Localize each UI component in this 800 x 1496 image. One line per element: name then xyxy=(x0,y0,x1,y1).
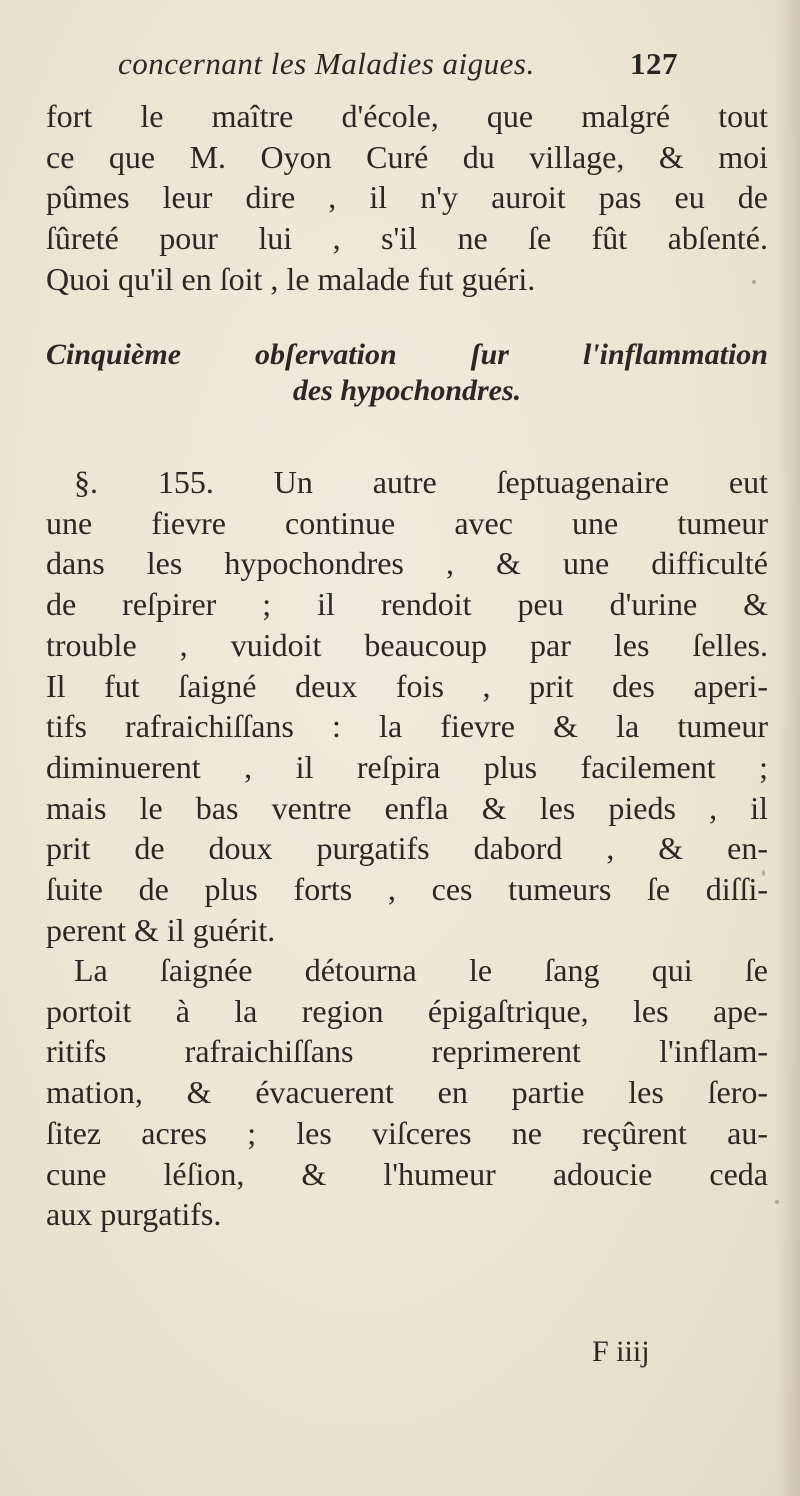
paper-speck xyxy=(762,870,765,876)
text-line: ce que M. Oyon Curé du village, & moi xyxy=(46,138,768,175)
text-line: Quoi qu'il en ſoit , le malade fut guéri. xyxy=(46,260,536,297)
paper-speck xyxy=(752,280,756,284)
text-line: §. 155. Un autre ſeptuagenaire eut xyxy=(74,464,768,500)
paper-speck xyxy=(775,1200,779,1204)
running-head xyxy=(118,46,678,90)
text-line: ritifs rafraichiſſans reprimerent l'inflam- xyxy=(46,1033,768,1070)
text-line: ſûreté pour lui , s'il ne ſe fût abſenté. xyxy=(46,220,768,257)
text-line: portoit à la region épigaſtrique, les ape- xyxy=(46,992,768,1029)
text-line: aux purgatifs. xyxy=(46,1196,222,1233)
section-heading-line-2: des hypochondres. xyxy=(292,374,522,407)
text-line: fort le maître d'école, que malgré tout xyxy=(46,98,768,134)
text-line: trouble , vuidoit beaucoup par les ſelles. xyxy=(46,626,768,663)
paragraph-commentary xyxy=(46,950,768,1235)
paragraph-observation-155 xyxy=(46,462,768,950)
signature-mark: F iiij xyxy=(592,1335,650,1368)
text-line: diminuerent , il reſpira plus facilement ; xyxy=(46,748,768,785)
page-number: 127 xyxy=(630,46,678,81)
text-line: ſitez acres ; les viſceres ne reçûrent au- xyxy=(46,1114,768,1151)
running-head-title: concernant les Maladies aigues. xyxy=(118,46,535,81)
text-line: perent & il guérit. xyxy=(46,911,276,948)
text-line: mation, & évacuerent en partie les ſero- xyxy=(46,1074,768,1111)
text-line: ſuite de plus forts , ces tumeurs ſe diſſi- xyxy=(46,871,768,908)
section-heading xyxy=(46,337,768,409)
section-heading-line-1: Cinquième obſervation ſur l'inflammation xyxy=(46,338,768,371)
text-line: cune léſion, & l'humeur adoucie ceda xyxy=(46,1155,768,1192)
text-line: une fievre continue avec une tumeur xyxy=(46,504,768,541)
page-edge-shadow xyxy=(776,0,800,1496)
paragraph-continuation xyxy=(46,96,768,300)
text-line: prit de doux purgatifs dabord , & en- xyxy=(46,830,768,867)
text-line: de reſpirer ; il rendoit peu d'urine & xyxy=(46,586,768,623)
text-line: mais le bas ventre enfla & les pieds , il xyxy=(46,789,768,826)
text-line: dans les hypochondres , & une difficulté xyxy=(46,545,768,582)
text-line: tifs rafraichiſſans : la fievre & la tumeur xyxy=(46,708,768,745)
text-line: La ſaignée détourna le ſang qui ſe xyxy=(74,952,768,988)
text-line: Il fut ſaigné deux fois , prit des aperi- xyxy=(46,667,768,704)
text-line: pûmes leur dire , il n'y auroit pas eu de xyxy=(46,179,768,216)
